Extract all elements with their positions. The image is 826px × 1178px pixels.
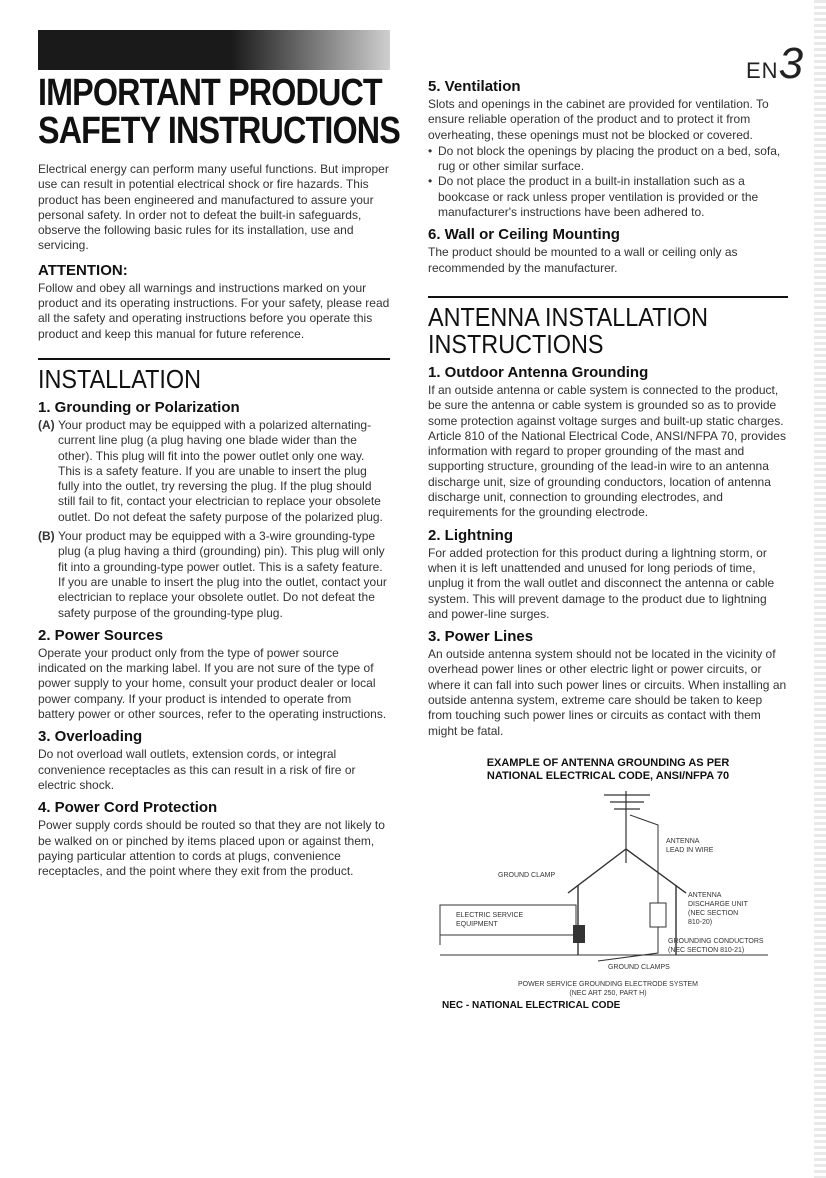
ventilation-bullet (428, 174, 788, 220)
page-edge-texture (814, 0, 826, 1178)
installation-section (38, 358, 390, 879)
ground-clamp-box (573, 925, 585, 943)
grounding-heading: 1. Grounding or Polarization (38, 398, 240, 416)
header-banner (38, 30, 390, 70)
power-sources-heading: 2. Power Sources (38, 626, 164, 644)
grounding-conductors-label-2: (NEC SECTION 810-21) (668, 946, 745, 954)
lead-in-label-2: LEAD IN WIRE (666, 846, 714, 854)
antenna-heading-line-2: INSTRUCTIONS (428, 328, 604, 359)
grounding-item-b (38, 529, 390, 621)
installation-heading: INSTALLATION (38, 363, 201, 394)
page-number-value: 3 (778, 39, 804, 88)
lightning-text: For added protection for this product during a lightning storm, or when it is left unattended and unused for long periods of time, unplug it from the wall outlet and disconnect the antenna or cable system. This will prevent damage to the product due to lightning and power-line surges. (428, 545, 775, 621)
item-text: Your product may be equipped with a 3-wire grounding-type plug (a plug having a third (grounding) pin). This plug will only fit into a grounding-type power outlet. This is a safety feature. If you are unable to insert the plug into the outlet, contact your electrician to replace your obsolete outlet. Do not defeat the safety purpose of the grounding-type plug. (58, 529, 387, 620)
bullet-text: Do not block the openings by placing the product on a bed, sofa, rug or other similar surface. (438, 143, 781, 174)
power-sources-text: Operate your product only from the type of power source indicated on the marking label. If you are not sure of the type of power supply to your home, consult your product dealer or local power company. If your product is intended to operate from battery power or other sources, refer to the operating instructions. (38, 645, 387, 722)
attention-heading: ATTENTION: (38, 261, 128, 279)
grounding-conductor-line (598, 927, 658, 961)
power-lines-text: An outside antenna system should not be located in the vicinity of overhead power lines or other electric light or power circuits, or where it can fall into such power lines or circuits. When installing an outside antenna system, extreme care should be taken to keep from touching such power lines or circuits as contact with them might be fatal. (428, 647, 787, 738)
language-code: EN (746, 58, 779, 83)
item-text: Your product may be equipped with a polarized alternating-current line plug (a plug having one blade wider than the other). This plug will fit into the power outlet only one way. This is a safety feature. If you are unable to insert the plug fully into the outlet, try reversing the plug. If the plug should still fail to fit, contact your electrician to replace your obsolete outlet. Do not defeat the safety purpose of the polarized plug. (58, 417, 383, 524)
diagram-title-line-1: EXAMPLE OF ANTENNA GROUNDING AS PER (486, 756, 730, 769)
attention-paragraph: Follow and obey all warnings and instructions marked on your product and its operating instructions. For your safety, please read all the safety and operating instructions before you operate this product and keep this manual for future reference. (38, 280, 390, 341)
electrode-system-label-2: (NEC ART 250, PART H) (569, 989, 647, 997)
discharge-unit-box (650, 903, 666, 927)
power-cord-heading: 4. Power Cord Protection (38, 799, 218, 817)
main-title-line-1: IMPORTANT PRODUCT (38, 72, 382, 114)
lead-in-label-1: ANTENNA (666, 837, 700, 845)
service-equipment-label-2: EQUIPMENT (456, 920, 498, 928)
ventilation-bullet (428, 144, 788, 175)
outdoor-grounding-text: If an outside antenna or cable system is connected to the product, be sure the antenna or cable system is grounded so as to provide some protection against voltage surges and built-up static charges. Article 810 of the National Electrical Code, ANSI/NFPA 70, provides information with regard to proper grounding of the mast and supporting structure, grounding of the lead-in wire to an antenna discharge unit, size of grounding conductors, location of antenna discharge unit, connection to grounding electrodes, and requirements for the grounding electrode. (428, 382, 786, 520)
discharge-label-2: DISCHARGE UNIT (688, 900, 748, 908)
wall-mounting-heading: 6. Wall or Ceiling Mounting (428, 226, 620, 244)
electrode-system-label (428, 980, 788, 998)
bullet-marker: • (428, 143, 433, 158)
power-lines-heading: 3. Power Lines (428, 628, 534, 646)
antenna-grounding-diagram (428, 785, 788, 977)
nec-note: NEC - NATIONAL ELECTRICAL CODE (442, 999, 621, 1011)
left-column (38, 72, 400, 884)
wall-mounting-text: The product should be mounted to a wall or ceiling only as recommended by the manufacturer. (428, 245, 738, 275)
diagram-title-line-2: NATIONAL ELECTRICAL CODE, ANSI/NFPA 70 (486, 769, 730, 782)
antenna-mast-icon (604, 791, 650, 863)
electrode-system-label-1: POWER SERVICE GROUNDING ELECTRODE SYSTEM (518, 980, 698, 988)
service-equipment-box (440, 905, 576, 935)
discharge-label-4: 810-20) (688, 918, 713, 926)
outdoor-grounding-heading: 1. Outdoor Antenna Grounding (428, 363, 649, 381)
discharge-label-3: (NEC SECTION (688, 909, 739, 917)
grounding-item-a (38, 418, 390, 525)
overloading-heading: 3. Overloading (38, 728, 143, 746)
service-equipment-label-1: ELECTRIC SERVICE (456, 911, 524, 919)
bullet-marker: • (428, 174, 433, 189)
main-title (38, 72, 400, 152)
overloading-text: Do not overload wall outlets, extension cords, or integral convenience receptacles as this can result in a risk of fire or electric shock. (38, 747, 356, 792)
ventilation-heading: 5. Ventilation (428, 78, 521, 95)
item-label: (A) (38, 417, 55, 432)
antenna-section (428, 296, 788, 739)
power-cord-text: Power supply cords should be routed so that they are not likely to be walked on or pinched by items placed upon or against them, paying particular attention to cords at plugs, convenience receptacles, and the point where they exit from the product. (38, 818, 385, 879)
grounding-conductors-label-1: GROUNDING CONDUCTORS (668, 937, 764, 945)
bullet-text: Do not place the product in a built-in installation such as a bookcase or rack unless proper ventilation is provided or the manufacturer's instructions have been adhered to. (438, 174, 759, 220)
item-label: (B) (38, 529, 55, 544)
intro-paragraph: Electrical energy can perform many useful functions. But improper use can result in potential electrical shock or fire hazards. This product has been engineered and manufactured to assure your personal safety. In order not to defeat the built-in safeguards, observe the following basic rules for its installation, use and servicing. (38, 162, 389, 253)
main-title-line-2: SAFETY INSTRUCTIONS (38, 110, 400, 152)
lightning-heading: 2. Lightning (428, 526, 513, 544)
discharge-label-1: ANTENNA (688, 891, 722, 899)
right-column (428, 78, 788, 1011)
antenna-heading-line-1: ANTENNA INSTALLATION (428, 301, 708, 332)
ground-clamp-label: GROUND CLAMP (498, 871, 556, 879)
ventilation-text: Slots and openings in the cabinet are provided for ventilation. To ensure reliable operation of the product and to protect it from overheating, these openings must not be blocked or covered. (428, 97, 769, 142)
diagram-title (428, 757, 788, 783)
ground-clamps-label: GROUND CLAMPS (608, 963, 670, 971)
